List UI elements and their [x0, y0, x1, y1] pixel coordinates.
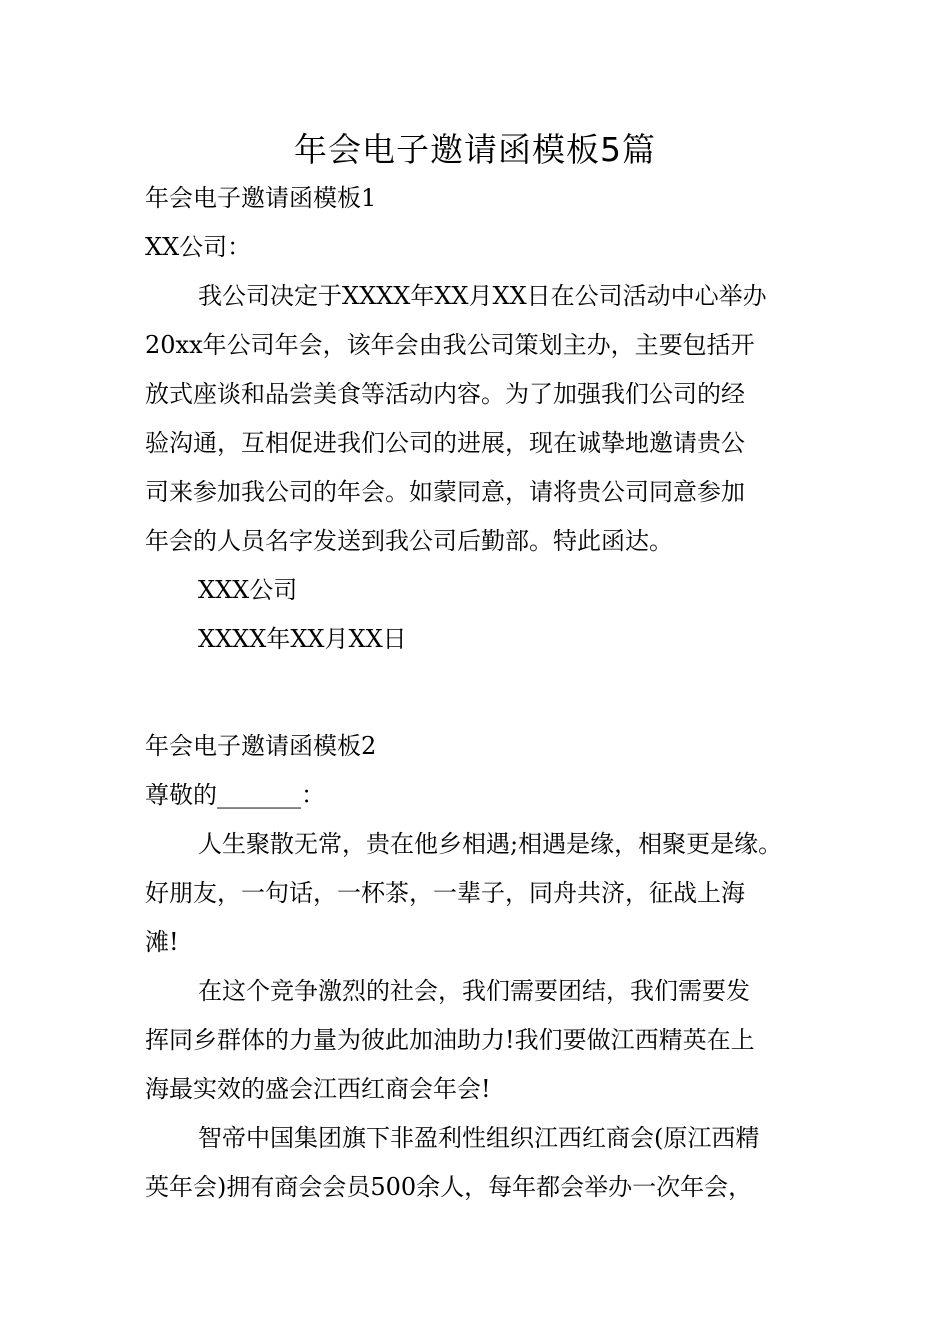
template1-signature: XXX公司: [198, 576, 298, 604]
template1-section: [145, 174, 815, 664]
template1-body-line: 我公司决定于XXXX年XX月XX日在公司活动中心举办: [198, 282, 767, 310]
template2-heading: 年会电子邀请函模板2: [145, 732, 377, 760]
template1-body-line: 验沟通，互相促进我们公司的进展，现在诚挚地邀请贵公: [145, 429, 745, 457]
template1-date: XXXX年XX月XX日: [198, 625, 407, 653]
template2-paragraph1-line: 人生聚散无常，贵在他乡相遇;相遇是缘，相聚更是缘。: [198, 830, 783, 858]
template2-paragraph3-line: 智帝中国集团旗下非盈利性组织江西红商会(原江西精: [198, 1124, 760, 1152]
template1-salutation: XX公司：: [145, 233, 252, 261]
template2-paragraph3-line: 英年会)拥有商会会员500余人，每年都会举办一次年会，: [145, 1173, 753, 1201]
template1-body-line: 司来参加我公司的年会。如蒙同意，请将贵公司同意参加: [145, 478, 745, 506]
template2-paragraph2-line: 在这个竞争激烈的社会，我们需要团结，我们需要发: [198, 977, 750, 1005]
document-title: 年会电子邀请函模板5篇: [294, 130, 656, 169]
template1-heading: 年会电子邀请函模板1: [145, 184, 377, 212]
template2-salutation: 尊敬的_______：: [145, 781, 325, 809]
template1-body-line: 放式座谈和品尝美食等活动内容。为了加强我们公司的经: [145, 380, 745, 408]
template2-paragraph2-line: 挥同乡群体的力量为彼此加油助力!我们要做江西精英在上: [145, 1026, 755, 1054]
template2-paragraph1-line: 滩!: [145, 928, 179, 956]
template1-body-line: 20xx年公司年会，该年会由我公司策划主办，主要包括开: [145, 331, 755, 359]
template2-paragraph2-line: 海最实效的盛会江西红商会年会!: [145, 1075, 491, 1103]
template2-paragraph1-line: 好朋友，一句话，一杯茶，一辈子，同舟共济，征战上海: [145, 879, 745, 907]
template2-section: [145, 722, 815, 1212]
template1-body-line: 年会的人员名字发送到我公司后勤部。特此函达。: [145, 527, 673, 555]
